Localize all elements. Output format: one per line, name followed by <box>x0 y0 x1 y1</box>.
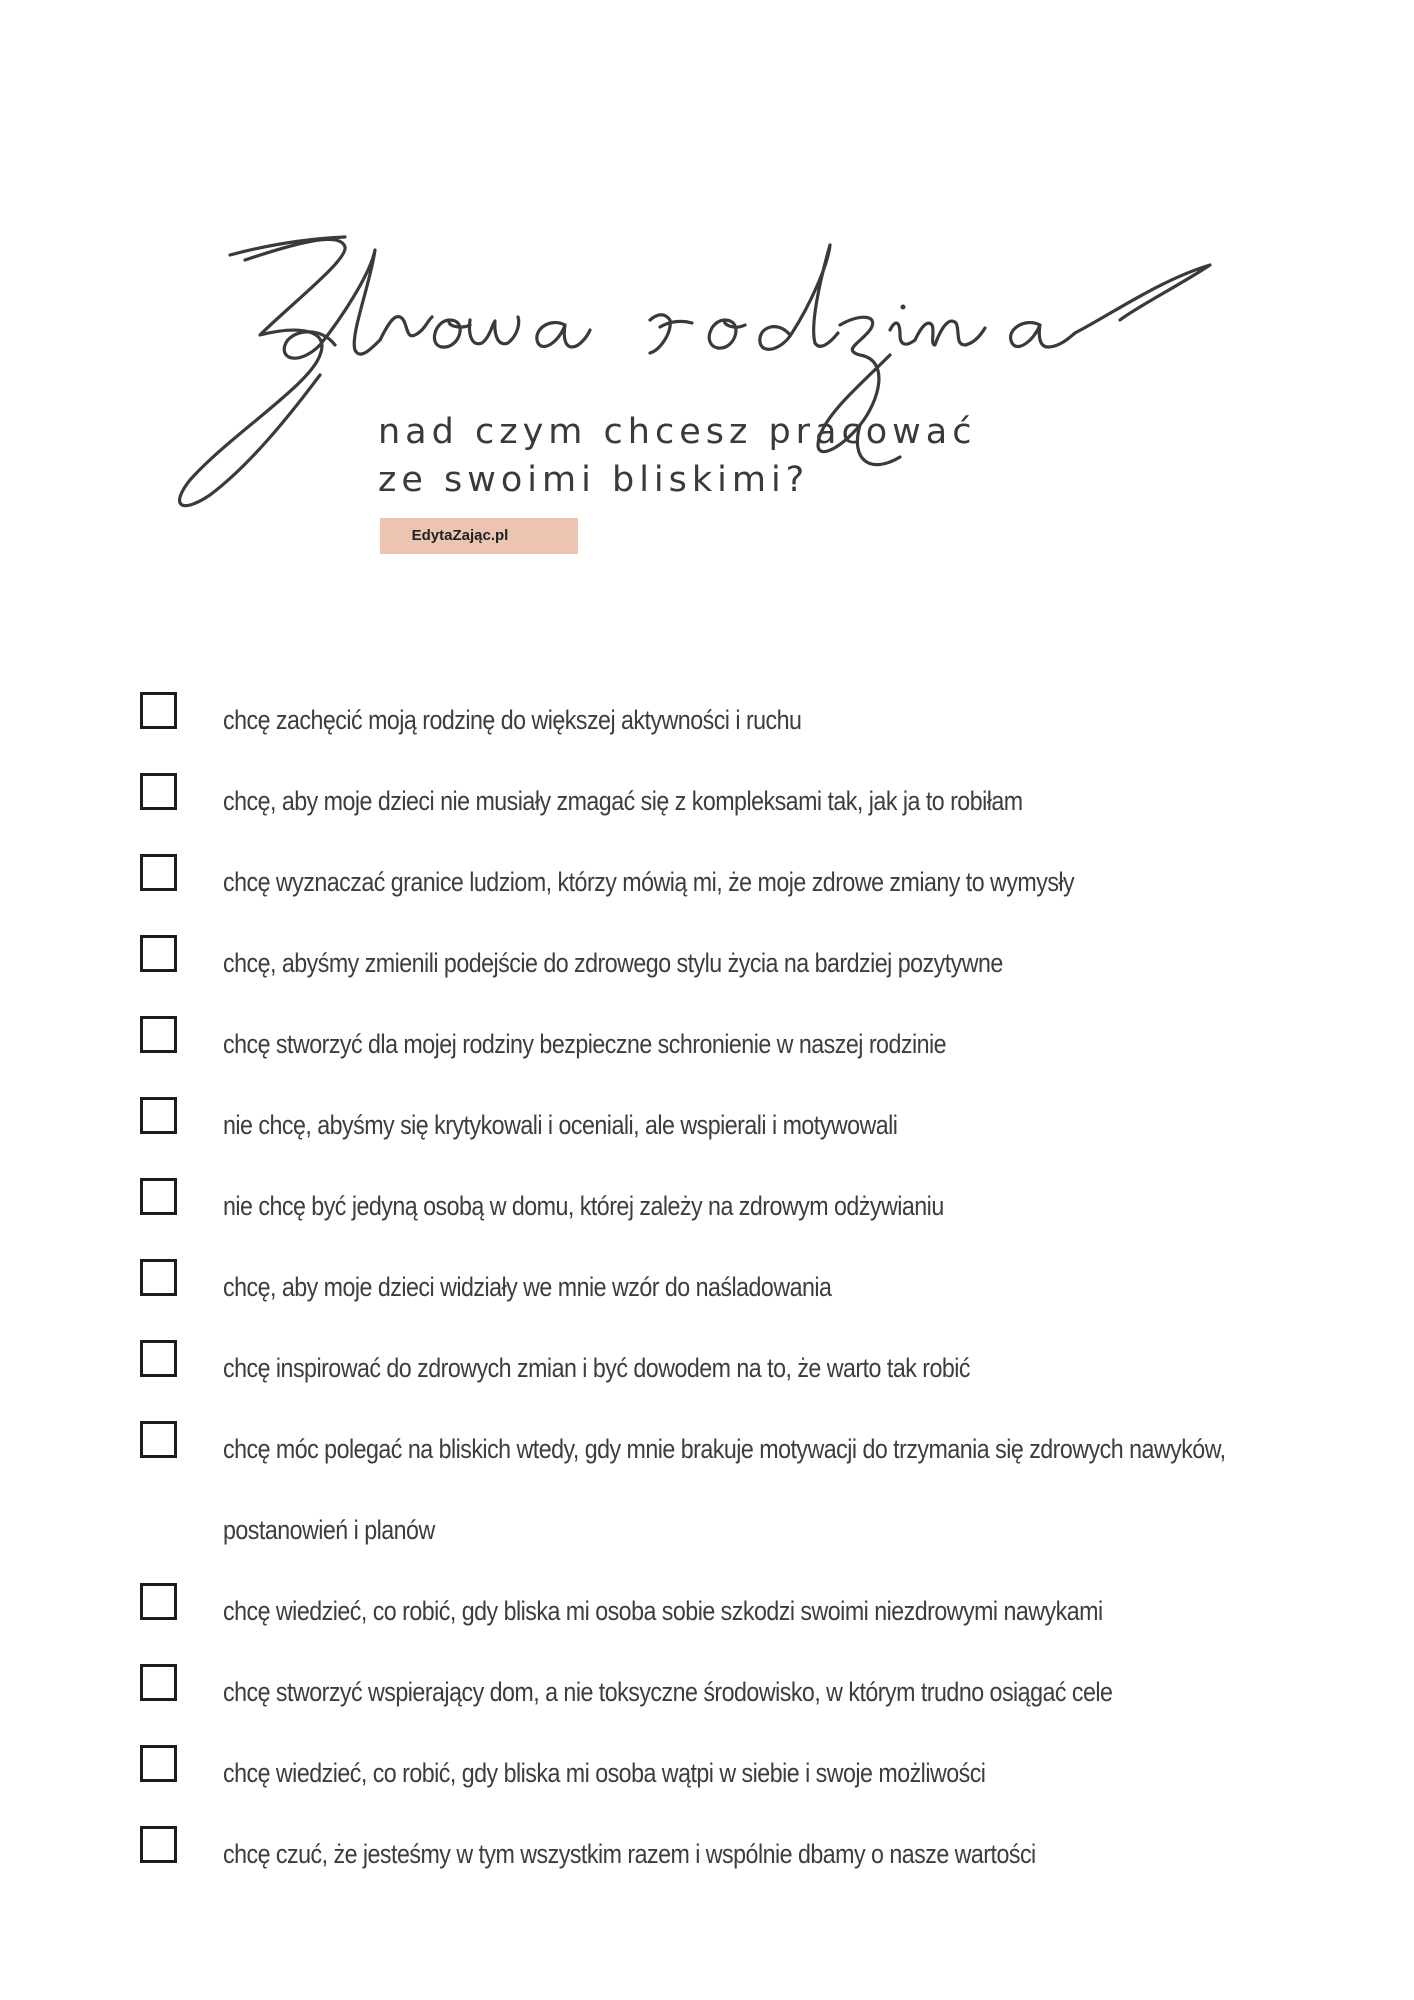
checkbox[interactable] <box>140 692 177 729</box>
checklist-item-label: chcę, abyśmy zmienili podejście do zdrowego stylu życia na bardziej pozytywne <box>223 948 1003 978</box>
checkbox[interactable] <box>140 1421 177 1458</box>
checkbox[interactable] <box>140 773 177 810</box>
checklist-item <box>140 1814 1290 1895</box>
checklist <box>140 680 1290 1895</box>
checklist-item-label: chcę móc polegać na bliskich wtedy, gdy mnie brakuje motywacji do trzymania się zdrowych nawyków, postanowień i planów <box>223 1434 1226 1545</box>
checkbox[interactable] <box>140 1097 177 1134</box>
checkbox[interactable] <box>140 1178 177 1215</box>
subtitle-line-1: nad czym chcesz pracować <box>378 412 977 452</box>
checkbox[interactable] <box>140 1664 177 1701</box>
checklist-item <box>140 1409 1290 1571</box>
checkbox[interactable] <box>140 1583 177 1620</box>
checklist-item <box>140 1733 1290 1814</box>
checkbox[interactable] <box>140 1826 177 1863</box>
checklist-item <box>140 1652 1290 1733</box>
checklist-item <box>140 761 1290 842</box>
checkbox[interactable] <box>140 1745 177 1782</box>
checklist-item-label: nie chcę być jedyną osobą w domu, której zależy na zdrowym odżywianiu <box>223 1191 944 1221</box>
checklist-item <box>140 1004 1290 1085</box>
subtitle <box>378 408 976 504</box>
checklist-item <box>140 842 1290 923</box>
checkbox[interactable] <box>140 854 177 891</box>
checklist-item-label: chcę stworzyć wspierający dom, a nie toksyczne środowisko, w którym trudno osiągać cele <box>223 1677 1113 1707</box>
checklist-item-label: nie chcę, abyśmy się krytykowali i oceniali, ale wspierali i motywowali <box>223 1110 898 1140</box>
checklist-item <box>140 680 1290 761</box>
checklist-item-label: chcę stworzyć dla mojej rodziny bezpieczne schronienie w naszej rodzinie <box>223 1029 947 1059</box>
checklist-item-label: chcę wyznaczać granice ludziom, którzy mówią mi, że moje zdrowe zmiany to wymysły <box>223 867 1075 897</box>
checklist-item-label: chcę, aby moje dzieci widziały we mnie wzór do naśladowania <box>223 1272 832 1302</box>
checklist-item-label: chcę czuć, że jesteśmy w tym wszystkim razem i wspólnie dbamy o nasze wartości <box>223 1839 1036 1869</box>
checkbox[interactable] <box>140 1340 177 1377</box>
subtitle-line-2: ze swoimi bliskimi? <box>378 460 810 500</box>
checklist-item <box>140 923 1290 1004</box>
checklist-item-label: chcę wiedzieć, co robić, gdy bliska mi osoba wątpi w siebie i swoje możliwości <box>223 1758 986 1788</box>
checklist-item-label: chcę zachęcić moją rodzinę do większej aktywności i ruchu <box>223 705 802 735</box>
checklist-item-label: chcę, aby moje dzieci nie musiały zmagać się z kompleksami tak, jak ja to robiłam <box>223 786 1023 816</box>
brand-tag: EdytaZając.pl <box>380 518 578 554</box>
checklist-item <box>140 1571 1290 1652</box>
checklist-item <box>140 1085 1290 1166</box>
checklist-item <box>140 1328 1290 1409</box>
checkbox[interactable] <box>140 1016 177 1053</box>
checkbox[interactable] <box>140 935 177 972</box>
checkbox[interactable] <box>140 1259 177 1296</box>
checklist-item-label: chcę inspirować do zdrowych zmian i być dowodem na to, że warto tak robić <box>223 1353 971 1383</box>
checklist-item-label: chcę wiedzieć, co robić, gdy bliska mi osoba sobie szkodzi swoimi niezdrowymi nawykami <box>223 1596 1103 1626</box>
checklist-item <box>140 1247 1290 1328</box>
checklist-item <box>140 1166 1290 1247</box>
